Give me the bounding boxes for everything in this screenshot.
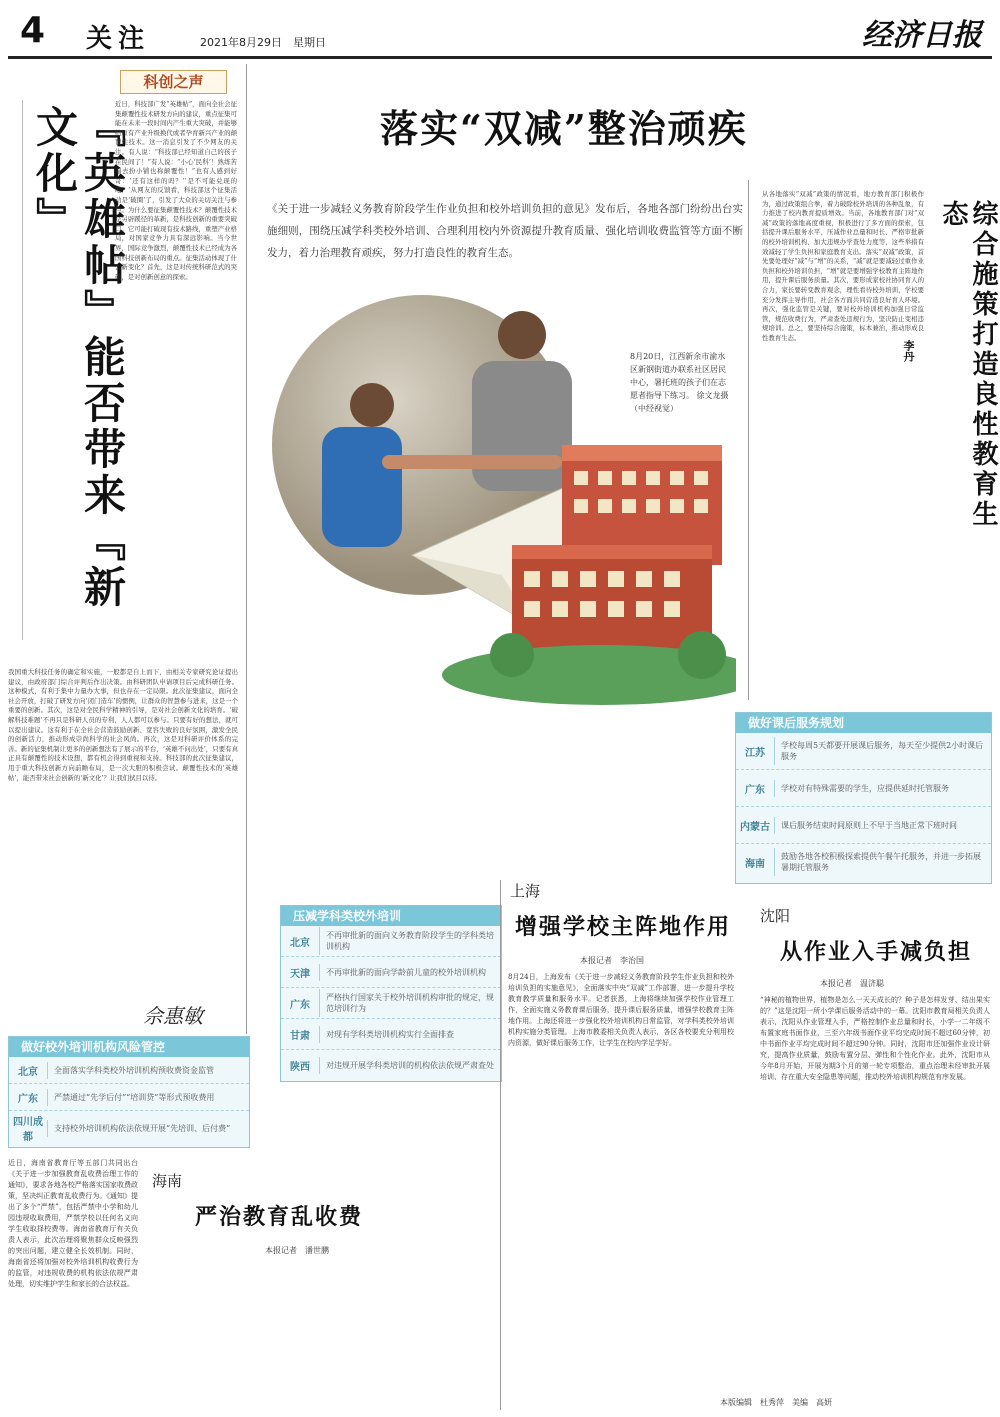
panel-text: 严格执行国家关于校外培训机构审批的规定，规范培训行为 xyxy=(319,989,501,1017)
panel-region: 甘肃 xyxy=(290,1030,310,1042)
panel-campus-service xyxy=(735,712,992,884)
panel-region: 北京 xyxy=(18,1066,38,1078)
panel-text: 学校每周5天都要开展课后服务，每天至少提供2小时课后服务 xyxy=(774,737,991,765)
panel-risk-control-title: 做好校外培训机构风险管控 xyxy=(9,1037,249,1057)
page-editor-credit: 本版编辑 杜秀萍 美编 高妍 xyxy=(720,1398,832,1407)
panel-text: 不再审批新的面向义务教育阶段学生的学科类培训机构 xyxy=(319,927,501,955)
panel-text: 鼓励各地各校积极探索提供午餐午托服务，并进一步拓展暑期托管服务 xyxy=(774,848,991,876)
hainan-region: 海南 xyxy=(152,1172,183,1190)
panel-region: 陕西 xyxy=(290,1061,310,1073)
panel-row xyxy=(736,733,991,770)
panel-campus-service-title: 做好课后服务规划 xyxy=(736,713,991,733)
panel-row xyxy=(281,1019,501,1050)
photo-caption: 8月20日，江西新余市渝水区新钢街道办联系社区居民中心，暑托班的孩子们在志愿者指导下练习。 徐文龙摄（中经视觉） xyxy=(630,352,729,413)
main-lead: 《关于进一步减轻义务教育阶段学生作业负担和校外培训负担的意见》发布后，各地各部门纷纷出台实施细则，围绕压减学科类校外培训、合理利用校内外资源提升教育质量、强化培训收费监管等方面不断发力，着力治理教育顽疾，努力打造良性的教育生态。 xyxy=(267,203,743,259)
left-title-frame xyxy=(22,100,85,640)
panel-row xyxy=(9,1084,249,1111)
header-rule xyxy=(8,56,992,59)
hainan-byline: 本报记者 潘世鹏 xyxy=(265,1246,329,1255)
left-article-body-bottom: 我国重大科技任务的确定和实施，一般都是自上而下，由相关专家研究论证提出建议，由政府部门综合评判后作出决策。由科研团队申请项目后完成科研任务。这种模式，有利于集中力量办大事，但也存在一定局限。此次征集建议，面向全社会开放，打破了研发方向‘闭门造车’的惯例，让群众的智慧参与进来，这是一个重要的创新。其次，这是对全民科学精神的引导，是对社会创新文化的培育。‘破解科技难题’不再只是科研人员的专利，人人都可以参与。只要有好的想法，就可以提出建议。这有利于在全社会营造鼓励创新、宽容失败的良好氛围，激发全民的创新活力，推动形成崇尚科学的社会风尚。再次，这是对科研评价体系的完善。新的征集机制让更多的创新想法有了展示的平台，‘英雄不问出处’，只要有真正具有颠覆性的技术设想，都有机会得到重视和支持。科技部的此次征集建议，用于重大科技创新方向前瞻布局，是一次大胆的积极尝试。颠覆性技术的‘英雄帖’，能否带来社会创新的‘新文化’？让我们拭目以待。 xyxy=(8,668,238,782)
left-vertical-title: 『英雄帖』能否带来『新文化』 xyxy=(30,105,127,611)
right-article-body: 从各地落实“双减”政策的情况看，地方教育部门积极作为，通过政策组合拳，着力破除校外培训的各种乱象，有力推进了校内教育提质增效。当前，各地教育部门对“双减”政策的落地高度重视，积极进行了多方面的探索，包括提升课后服务水平、压减作业总量和时长、严格审批新的校外培训机构、加大违规办学查处力度等，这些举措有效减轻了学生负担和家庭教育支出。落实“双减”政策，首先要处理好“减”与“增”的关系，“减”就是要减轻过重作业负担和校外培训负担，“增”就是要增强学校教育主阵地作用，提升课后服务质量。其次，要形成家校社协同育人的合力，家长要转变教育观念，理性看待校外培训，学校要充分发挥主导作用，社会各方面共同营造良好育人环境。再次，强化监管是关键，要对校外培训机构加强日常监管，规范收费行为，严肃查处违规行为，坚决防止变相违规培训。总之，要坚持综合施策，标本兼治，推动形成良性教育生态。 xyxy=(762,190,924,342)
newspaper-logo: 经济日报 xyxy=(862,18,982,53)
panel-region: 广东 xyxy=(290,999,310,1011)
column-divider-left xyxy=(246,64,247,1034)
panel-region: 海南 xyxy=(745,858,765,870)
panel-region: 天津 xyxy=(290,968,310,980)
shenyang-region: 沈阳 xyxy=(760,907,791,925)
shenyang-byline: 本报记者 温济聪 xyxy=(820,979,884,988)
column-divider-bottom xyxy=(500,880,501,1410)
shanghai-body: 8月24日，上海发布《关于进一步减轻义务教育阶段学生作业负担和校外培训负担的实施意见》，全面落实中央“双减”工作部署，进一步提升学校教育教学质量和服务水平。记者获悉，上海将继续加强学校作业管理工作，全面实施义务教育课后服务，提升课后服务质量，增强学校教育主阵地作用。上海还将进一步强化校外培训机构日常监管，对学科类校外培训机构实施分类管理。上海市教委相关负责人表示，各区各校要充分利用校内资源，做好课后服务工作，让学生在校内学足学好。 xyxy=(508,973,734,1047)
panel-row xyxy=(9,1111,249,1145)
panel-region: 广东 xyxy=(745,784,765,796)
panel-row xyxy=(736,770,991,807)
panel-region: 内蒙古 xyxy=(740,821,770,833)
panel-text: 全面落实学科类校外培训机构预收费资金监管 xyxy=(47,1062,249,1079)
hainan-title: 严治教育乱收费 xyxy=(195,1204,364,1230)
shenyang-body: “神秘的植物世界，植物是怎么一天天成长的？种子是怎样发芽、结出果实的？”这是沈阳一所小学课后服务活动中的一幕。沈阳市教育局相关负责人表示，沈阳从作业管理入手，严格控制作业总量和时长，小学一二年级不布置家庭书面作业，三至六年级书面作业平均完成时间不超过60分钟，初中书面作业平均完成时间不超过90分钟。同时，沈阳市还加强作业设计研究，提高作业质量，鼓励布置分层、弹性和个性化作业。此外，沈阳市从今年8月开始，开展为期3个月的第一轮专项整治，重点治理未经审批开展培训、存在重大安全隐患等问题，推动校外培训机构规范有序发展。 xyxy=(760,996,990,1081)
panel-text: 不再审批新的面向学龄前儿童的校外培训机构 xyxy=(319,964,501,981)
hainan-body: 近日，海南省教育厅等五部门共同出台《关于进一步加强教育乱收费治理工作的通知》，要求各地各校严格落实国家收费政策，坚决纠正教育乱收费行为。《通知》提出了多个“严禁”，包括严禁中小学和幼儿园违规收取费用，严禁学校以任何名义向学生收取择校费等。海南省教育厅有关负责人表示，此次治理将聚焦群众反映强烈的突出问题，建立健全长效机制。同时，海南省还将加强对校外培训机构收费行为的监管，对违规收费的机构依法依规严肃处理，切实维护学生和家长的合法权益。 xyxy=(8,1159,138,1288)
panel-region: 北京 xyxy=(290,937,310,949)
panel-text: 对违规开展学科类培训的机构依法依规严肃查处 xyxy=(319,1057,501,1074)
panel-row xyxy=(281,988,501,1019)
left-article-body-top: 近日，科技部广发“英雄帖”，面向全社会征集颠覆性技术研发方向的建议，重点征集可能在未来一段时间内产生重大突破，并能够给原有产业升级换代或者孕育新兴产业的颠覆性技术。这一消息引发了不少网友的关注。有人说：“科技部已经知道自己的孩子在民间了！”有人说：“小心‘民科’！熟练苦逼去扮小铺也称颠覆性！”也有人感到好奇：‘还有这样的吗？’‘是不可能兑现的吧？’从网友的反馈看，科技部这个征集活动是‘破圈’了，引发了大众的关切关注与参与。为什么要征集颠覆性技术？颠覆性技术是另辟蹊径的革新，是科技创新的重要突破口。它可能打破现有技术路线，重塑产业格局，对国家竞争力具有深远影响。当今世界，国际竞争激烈，颠覆性技术已经成为各国科技创新布局的重点。征集活动体现了什么新变化？首先，这是对传统科研范式的突破，是对创新创意的探索。 xyxy=(115,100,237,281)
right-author: 李丹 xyxy=(902,340,915,362)
panel-subject-training-title: 压减学科类校外培训 xyxy=(281,906,501,926)
panel-text: 课后服务结束时间原则上不早于当地正常下班时间 xyxy=(774,817,991,834)
right-vertical-title: 综合施策打造良性教育生态 xyxy=(938,200,998,530)
panel-row xyxy=(736,844,991,880)
panel-row xyxy=(281,1050,501,1080)
panel-row xyxy=(281,957,501,988)
panel-text: 对现有学科类培训机构实行全面排查 xyxy=(319,1026,501,1043)
panel-risk-control xyxy=(8,1036,250,1148)
panel-subject-training xyxy=(280,905,502,1082)
panel-row xyxy=(281,926,501,957)
main-headline: 落实“双减”整治顽疾 xyxy=(380,106,748,151)
issue-date: 2021年8月29日 星期日 xyxy=(200,36,326,49)
shanghai-byline: 本报记者 李治国 xyxy=(580,956,644,965)
shanghai-region: 上海 xyxy=(510,882,541,900)
shanghai-title: 增强学校主阵地作用 xyxy=(515,914,732,940)
column-divider-right xyxy=(748,180,749,700)
panel-text: 严禁通过“先学后付”“培训贷”等形式预收费用 xyxy=(47,1089,249,1106)
panel-region: 四川成都 xyxy=(13,1117,43,1143)
page-number: 4 xyxy=(20,10,46,51)
section-name: 关注 xyxy=(86,24,151,54)
panel-row xyxy=(9,1057,249,1084)
shenyang-title: 从作业入手减负担 xyxy=(780,939,973,965)
author-signature: 佘惠敏 xyxy=(143,1004,203,1028)
panel-region: 广东 xyxy=(18,1093,38,1105)
panel-row xyxy=(736,807,991,844)
column-tag: 科创之声 xyxy=(120,70,227,94)
panel-region: 江苏 xyxy=(745,747,765,759)
panel-text: 学校对有特殊需要的学生，应提供延时托管服务 xyxy=(774,780,991,797)
panel-text: 支持校外培训机构依法依规开展“先培训、后付费” xyxy=(47,1120,249,1137)
